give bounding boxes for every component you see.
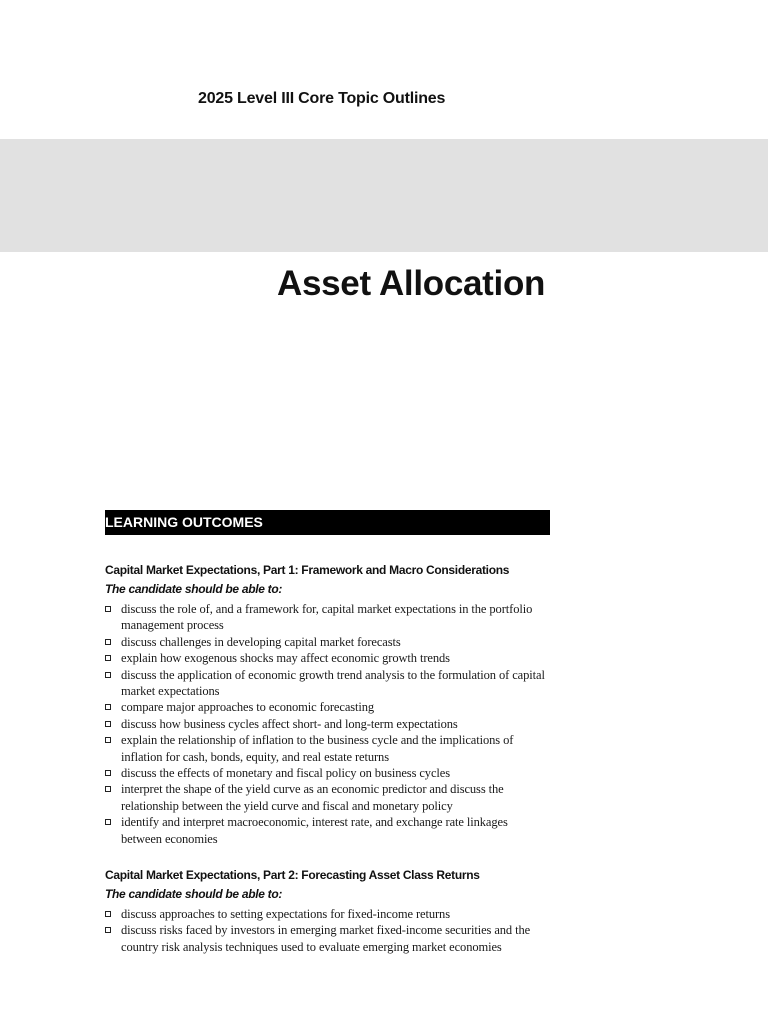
checkbox-icon xyxy=(105,639,111,645)
list-item xyxy=(105,814,550,847)
outcome-text: explain how exogenous shocks may affect economic growth trends xyxy=(121,651,450,666)
outcome-list xyxy=(105,906,550,955)
checkbox-icon xyxy=(105,672,111,678)
section-heading: Capital Market Expectations, Part 1: Framework and Macro Considerations xyxy=(105,563,510,577)
list-item xyxy=(105,650,550,666)
checkbox-icon xyxy=(105,704,111,710)
list-item xyxy=(105,765,550,781)
checkbox-icon xyxy=(105,819,111,825)
checkbox-icon xyxy=(105,721,111,727)
header-band xyxy=(0,139,768,252)
list-item xyxy=(105,922,550,955)
list-item xyxy=(105,781,550,814)
checkbox-icon xyxy=(105,655,111,661)
section-intro: The candidate should be able to: xyxy=(105,582,283,596)
list-item xyxy=(105,906,550,922)
outcome-text: identify and interpret macroeconomic, interest rate, and exchange rate linkages between economies xyxy=(121,815,508,846)
section-intro: The candidate should be able to: xyxy=(105,887,283,901)
list-item xyxy=(105,732,550,765)
list-item xyxy=(105,716,550,732)
list-item xyxy=(105,601,550,634)
checkbox-icon xyxy=(105,770,111,776)
outcome-text: discuss the application of economic growth trend analysis to the formulation of capital market expectations xyxy=(121,667,545,699)
outcome-text: discuss approaches to setting expectations for fixed-income returns xyxy=(121,907,450,921)
outcome-text: discuss risks faced by investors in emerging market fixed-income securities and the country risk analysis techniques used to evaluate emerging market economies xyxy=(121,923,531,954)
list-item xyxy=(105,699,550,715)
list-item xyxy=(105,634,550,650)
checkbox-icon xyxy=(105,786,111,792)
outcome-section-cme-part2 xyxy=(105,867,550,955)
document-header-title: 2025 Level III Core Topic Outlines xyxy=(198,90,446,107)
section-heading: Capital Market Expectations, Part 2: Forecasting Asset Class Returns xyxy=(105,868,480,882)
learning-outcomes-bar xyxy=(105,510,550,535)
outcome-text: explain the relationship of inflation to the business cycle and the implications of inflation for cash, bonds, equity, and real estate returns xyxy=(121,733,514,764)
checkbox-icon xyxy=(105,927,111,933)
outcome-text: discuss the effects of monetary and fiscal policy on business cycles xyxy=(121,766,450,781)
outcome-text: discuss how business cycles affect short- and long-term expectations xyxy=(121,716,458,731)
outcome-text: discuss the role of, and a framework for, capital market expectations in the portfolio management process xyxy=(121,602,533,633)
checkbox-icon xyxy=(105,911,111,917)
outcome-text: interpret the shape of the yield curve as an economic predictor and discuss the relationship between the yield curve and fiscal and monetary policy xyxy=(121,782,504,813)
chapter-title: Asset Allocation xyxy=(277,264,546,303)
checkbox-icon xyxy=(105,606,111,612)
learning-outcomes-label: LEARNING OUTCOMES xyxy=(105,514,263,530)
outcome-text: compare major approaches to economic forecasting xyxy=(121,700,375,715)
outcome-section-cme-part1 xyxy=(105,562,550,847)
outcome-list xyxy=(105,601,550,847)
list-item xyxy=(105,667,550,700)
outcome-text: discuss challenges in developing capital market forecasts xyxy=(121,634,401,649)
checkbox-icon xyxy=(105,737,111,743)
